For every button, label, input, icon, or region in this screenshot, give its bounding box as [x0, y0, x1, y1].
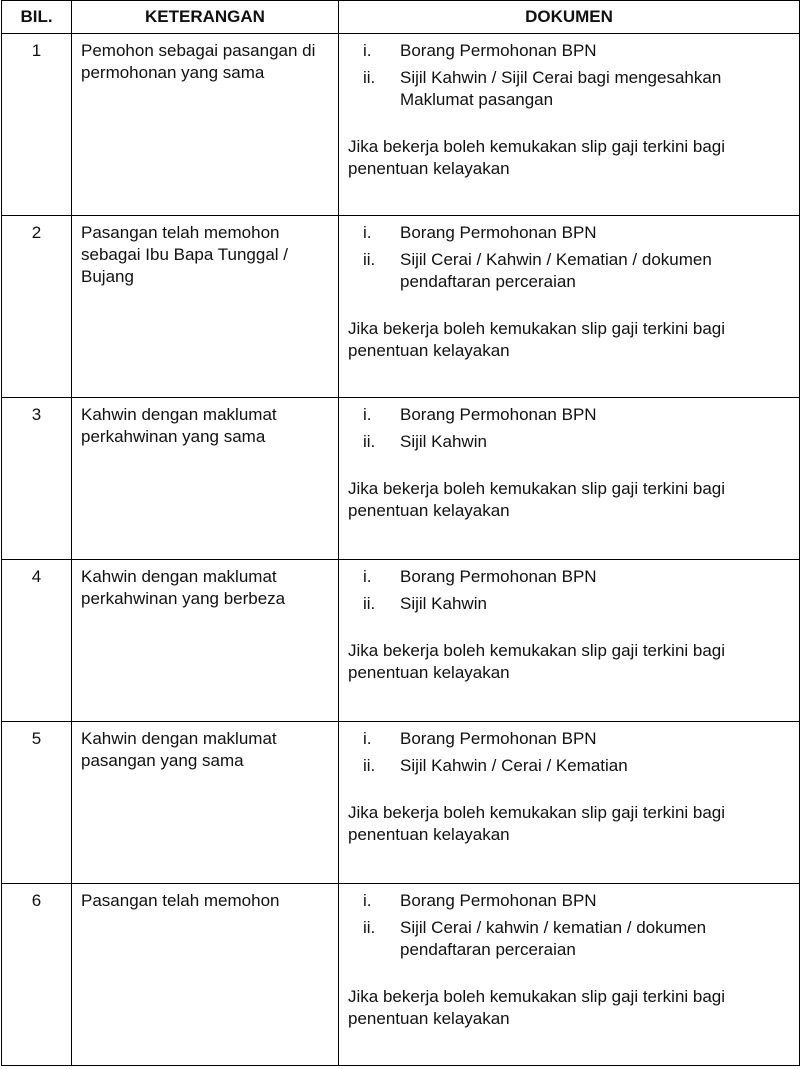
list-numeral: ii.: [363, 68, 376, 87]
row-documents: [339, 216, 800, 398]
document-list-item: [348, 917, 791, 961]
document-list-item: [348, 890, 791, 912]
row-number: 1: [2, 34, 72, 216]
document-list: [348, 222, 791, 293]
header-bil: BIL.: [2, 1, 72, 34]
row-description: Pemohon sebagai pasangan di permohonan yang sama: [72, 34, 339, 216]
salary-slip-note: Jika bekerja boleh kemukakan slip gaji terkini bagi penentuan kelayakan: [348, 319, 726, 360]
document-name: Sijil Kahwin / Sijil Cerai bagi mengesahkan Maklumat pasangan: [400, 68, 722, 109]
table-row: [2, 216, 800, 398]
document-name: Sijil Kahwin / Cerai / Kematian: [400, 756, 628, 775]
row-documents: [339, 34, 800, 216]
list-numeral: i.: [363, 729, 372, 748]
salary-slip-note: Jika bekerja boleh kemukakan slip gaji terkini bagi penentuan kelayakan: [348, 479, 726, 520]
document-list: [348, 40, 791, 111]
list-numeral: ii.: [363, 918, 376, 937]
row-documents: [339, 398, 800, 560]
document-list-item: [348, 67, 791, 111]
document-requirements-table: [1, 0, 800, 1066]
salary-slip-note: Jika bekerja boleh kemukakan slip gaji terkini bagi penentuan kelayakan: [348, 803, 726, 844]
list-numeral: i.: [363, 223, 372, 242]
row-documents: [339, 560, 800, 722]
document-list-item: [348, 431, 791, 453]
document-name: Sijil Kahwin: [400, 594, 487, 613]
row-description: Kahwin dengan maklumat pasangan yang sama: [72, 722, 339, 884]
row-description: Kahwin dengan maklumat perkahwinan yang sama: [72, 398, 339, 560]
table-row: [2, 34, 800, 216]
list-numeral: i.: [363, 567, 372, 586]
row-number: 6: [2, 884, 72, 1066]
row-documents: [339, 884, 800, 1066]
document-list-item: [348, 728, 791, 750]
document-name: Borang Permohonan BPN: [400, 41, 597, 60]
table-row: [2, 722, 800, 884]
row-documents: [339, 722, 800, 884]
salary-slip-note: Jika bekerja boleh kemukakan slip gaji terkini bagi penentuan kelayakan: [348, 641, 726, 682]
row-number: 2: [2, 216, 72, 398]
document-name: Borang Permohonan BPN: [400, 891, 597, 910]
document-list: [348, 728, 791, 777]
document-list-item: [348, 566, 791, 588]
list-numeral: ii.: [363, 756, 376, 775]
document-list-item: [348, 755, 791, 777]
row-description: Pasangan telah memohon sebagai Ibu Bapa Tunggal / Bujang: [72, 216, 339, 398]
document-list-item: [348, 404, 791, 426]
document-name: Borang Permohonan BPN: [400, 729, 597, 748]
table-header: [2, 1, 800, 34]
document-list: [348, 404, 791, 453]
table-row: [2, 398, 800, 560]
list-numeral: ii.: [363, 250, 376, 269]
row-description: Kahwin dengan maklumat perkahwinan yang berbeza: [72, 560, 339, 722]
document-list: [348, 890, 791, 961]
document-name: Sijil Cerai / kahwin / kematian / dokumen pendaftaran perceraian: [400, 918, 707, 959]
row-number: 3: [2, 398, 72, 560]
document-name: Borang Permohonan BPN: [400, 567, 597, 586]
document-list-item: [348, 222, 791, 244]
row-number: 4: [2, 560, 72, 722]
row-description: Pasangan telah memohon: [72, 884, 339, 1066]
list-numeral: ii.: [363, 594, 376, 613]
document-name: Sijil Cerai / Kahwin / Kematian / dokumen pendaftaran perceraian: [400, 250, 712, 291]
list-numeral: ii.: [363, 432, 376, 451]
document-list-item: [348, 40, 791, 62]
table-row: [2, 560, 800, 722]
document-name: Sijil Kahwin: [400, 432, 487, 451]
document-name: Borang Permohonan BPN: [400, 223, 597, 242]
header-keterangan: KETERANGAN: [72, 1, 339, 34]
document-list: [348, 566, 791, 615]
table-row: [2, 884, 800, 1066]
document-name: Borang Permohonan BPN: [400, 405, 597, 424]
header-row: [2, 1, 800, 34]
salary-slip-note: Jika bekerja boleh kemukakan slip gaji terkini bagi penentuan kelayakan: [348, 137, 726, 178]
salary-slip-note: Jika bekerja boleh kemukakan slip gaji terkini bagi penentuan kelayakan: [348, 987, 726, 1028]
header-dokumen: DOKUMEN: [339, 1, 800, 34]
row-number: 5: [2, 722, 72, 884]
document-list-item: [348, 593, 791, 615]
list-numeral: i.: [363, 891, 372, 910]
list-numeral: i.: [363, 405, 372, 424]
document-list-item: [348, 249, 791, 293]
list-numeral: i.: [363, 41, 372, 60]
